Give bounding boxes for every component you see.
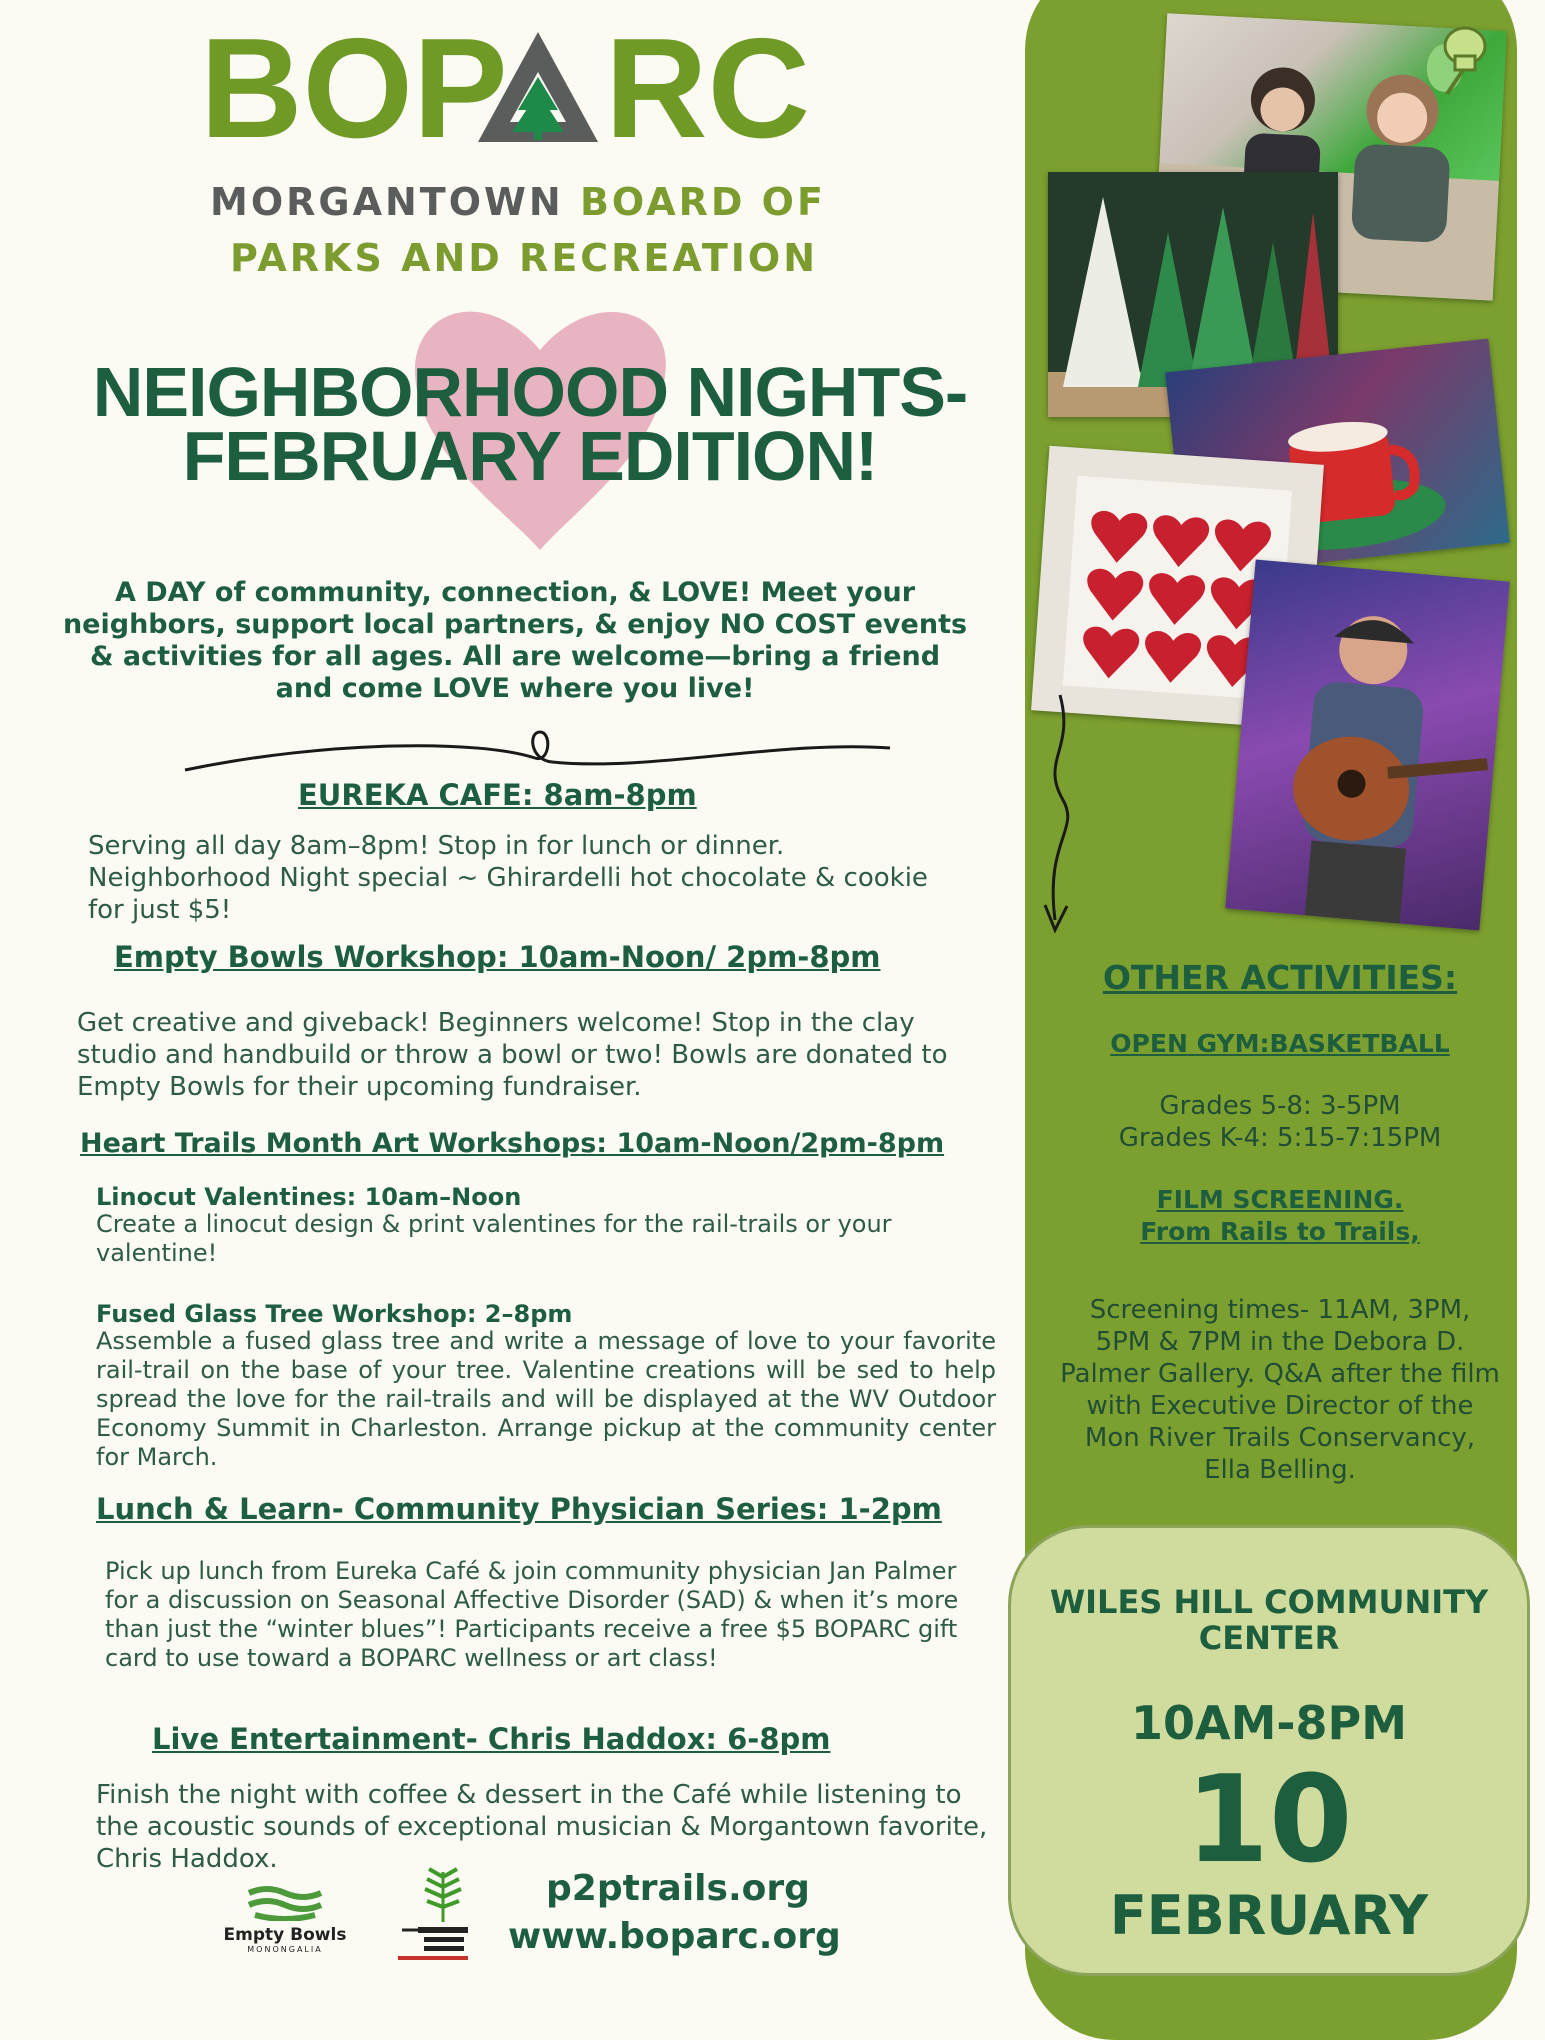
bowls-text: Get creative and giveback! Beginners welcome! Stop in the clay studio and handbuild or throw a bowl or two! Bowls are donated to Empty Bowls for their upcoming fundraiser. <box>77 1008 948 1102</box>
heart-trails-heading: Heart Trails Month Art Workshops: 10am-Noon/2pm-8pm <box>80 1128 945 1159</box>
glass-text: Assemble a fused glass tree and write a message of love to your favorite rail-trail on the base of your tree. Valentine creations will be sed to help spread the love for the rail-trails and will be displayed at the WV Outdoor Economy Summit in Charleston. Arrange pickup at the community center for March. <box>96 1327 996 1471</box>
hours: 10AM-8PM <box>1131 1696 1407 1750</box>
venue: WILES HILL COMMUNITY CENTER <box>1049 1583 1489 1657</box>
bowls-heading: Empty Bowls Workshop: 10am-Noon/ 2pm-8pm <box>114 940 881 974</box>
eureka-text: Serving all day 8am–8pm! Stop in for lunch or dinner. Neighborhood Night special ~ Ghirardelli hot chocolate & cookie for just $5! <box>88 831 928 925</box>
fern-bench-icon <box>398 1862 478 1962</box>
p2ptrails-link[interactable]: p2ptrails.org <box>546 1868 810 1909</box>
gym-heading: OPEN GYM:BASKETBALL <box>1110 1029 1450 1058</box>
glass-title: Fused Glass Tree Workshop: 2–8pm <box>96 1300 573 1328</box>
lunch-text: Pick up lunch from Eureka Café & join community physician Jan Palmer for a discussion on Seasonal Affective Disorder (SAD) & when it’s more than just the “winter blues”! Participants receive a free $5 BOPARC gift card to use toward a BOPARC wellness or art class! <box>105 1557 959 1672</box>
pushpin-icon <box>1425 18 1495 98</box>
empty-bowls-sub: MONONGALIA <box>247 1945 323 1954</box>
linocut-title: Linocut Valentines: 10am–Noon <box>96 1183 522 1211</box>
boparc-logo <box>200 22 880 152</box>
live-heading: Live Entertainment- Chris Haddox: 6-8pm <box>152 1722 831 1756</box>
gym-line-2: Grades K-4: 5:15-7:15PM <box>1118 1123 1442 1153</box>
svg-text:BOP: BOP <box>200 22 508 152</box>
page-title: NEIGHBORHOOD NIGHTS- FEBRUARY EDITION! <box>92 353 968 495</box>
flourish-divider <box>180 720 900 780</box>
svg-text:RC: RC <box>605 22 811 152</box>
linocut-text: Create a linocut design & print valentines for the rail-trails or your valentine! <box>96 1210 892 1267</box>
empty-bowls-logo <box>220 1885 350 1965</box>
film-heading-1: FILM SCREENING. <box>1156 1185 1404 1214</box>
photo-guitarist <box>1225 560 1510 931</box>
lunch-heading: Lunch & Learn- Community Physician Series: 1-2pm <box>96 1492 942 1526</box>
other-heading: OTHER ACTIVITIES: <box>1102 958 1458 997</box>
intro-text: A DAY of community, connection, & LOVE! Meet your neighbors, support local partners, & enjoy NO COST events & activities for all ages. All are welcome—bring a friend and come LOVE where you live! <box>62 577 968 704</box>
day: 10 <box>1185 1751 1353 1890</box>
eureka-heading: EUREKA CAFE: 8am-8pm <box>298 778 697 812</box>
month: FEBRUARY <box>1109 1884 1429 1947</box>
logo-subtitle-1: MORGANTOWN BOARD OF <box>210 180 826 224</box>
live-text: Finish the night with coffee & dessert in the Café while listening to the acoustic sounds of exceptional musician & Morgantown favorite, Chris Haddox. <box>96 1780 988 1874</box>
down-arrow-icon <box>1035 690 1095 950</box>
empty-bowls-name: Empty Bowls <box>223 1925 347 1945</box>
boparc-link[interactable]: www.boparc.org <box>508 1916 841 1957</box>
logo-subtitle-2: PARKS AND RECREATION <box>230 236 819 280</box>
event-date-card <box>1008 1525 1530 1976</box>
film-heading-2: From Rails to Trails, <box>1140 1217 1420 1246</box>
gym-line-1: Grades 5-8: 3-5PM <box>1159 1091 1401 1121</box>
other-activities <box>1060 958 1500 1486</box>
film-text: Screening times- 11AM, 3PM, 5PM & 7PM in the Debora D. Palmer Gallery. Q&A after the film with Executive Director of the Mon River Trails Conservancy, Ella Belling. <box>1060 1295 1500 1485</box>
